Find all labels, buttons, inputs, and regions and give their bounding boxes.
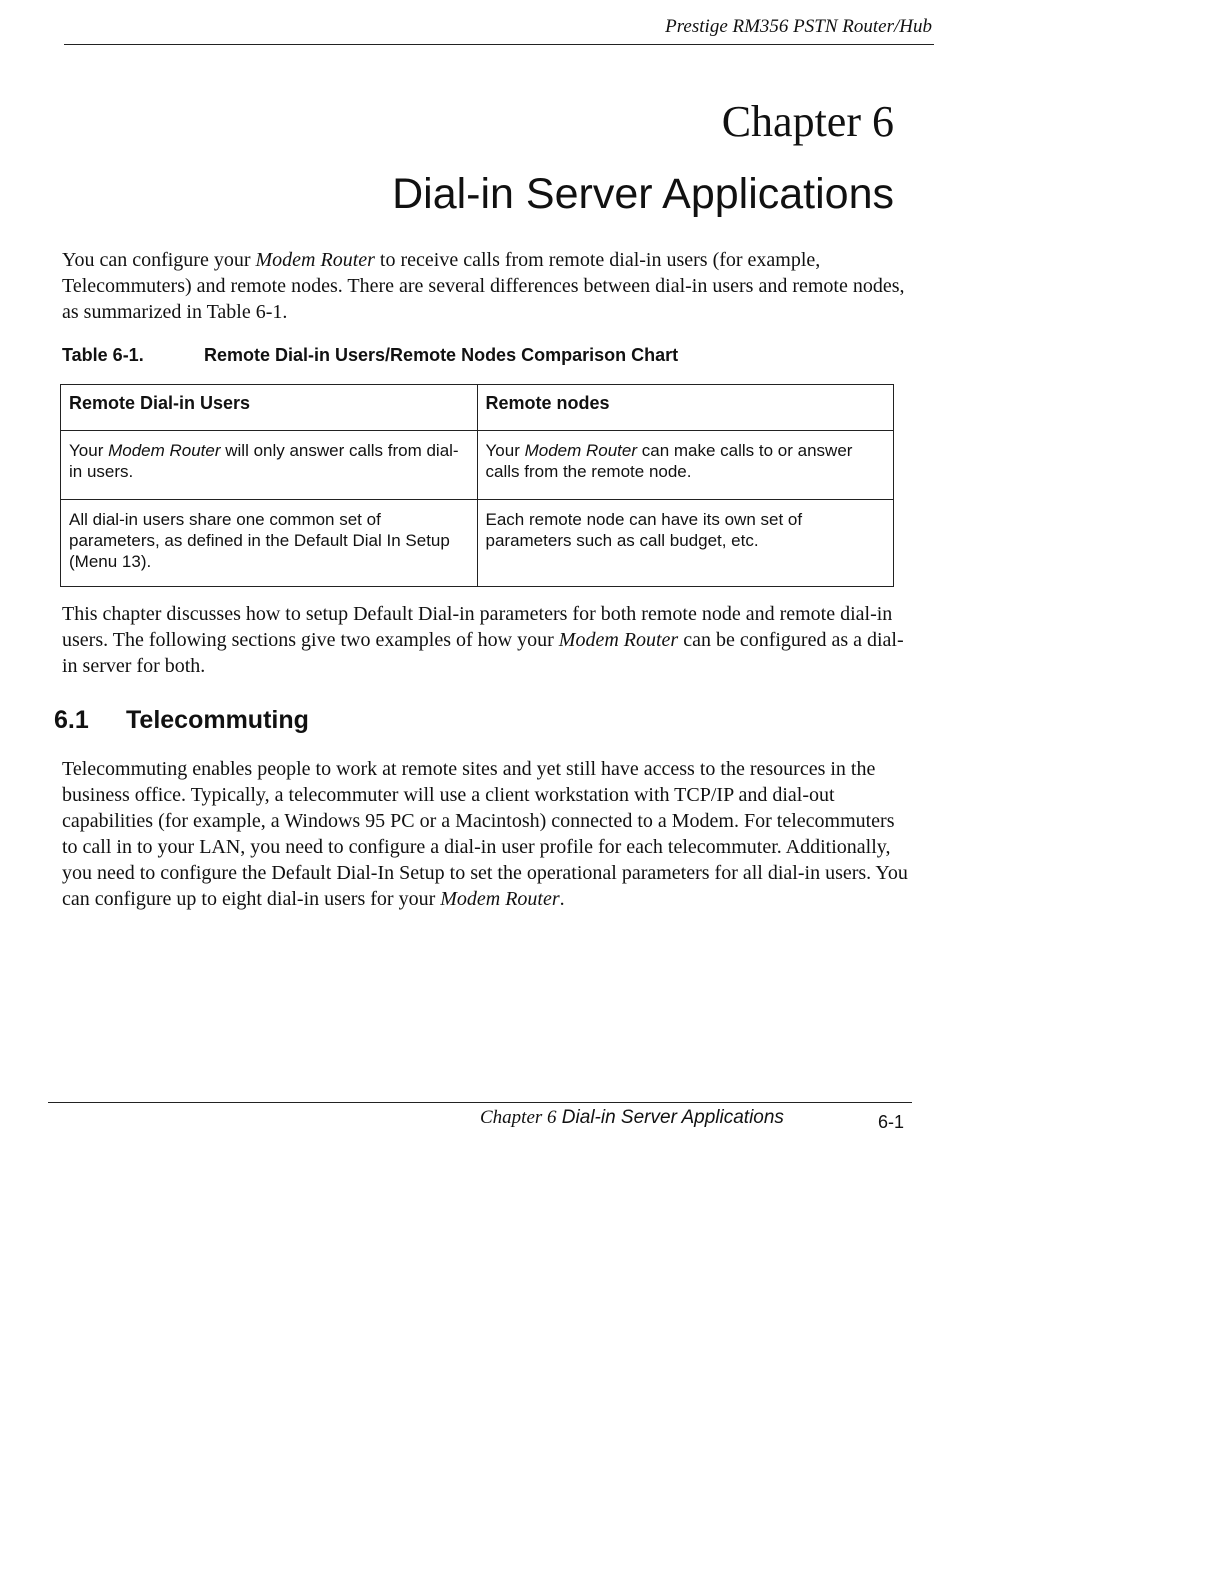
section-heading: [54, 706, 309, 735]
header-rule: [64, 44, 934, 45]
chapter-overview-paragraph: This chapter discusses how to setup Default Dial-in parameters for both remote node and remote dial-in users. The following sections give two examples of how your Modem Router can be configured as a dial-in server for both.: [62, 603, 904, 677]
section-number: 6.1: [54, 706, 89, 734]
running-header: Prestige RM356 PSTN Router/Hub: [665, 16, 932, 37]
table-cell: Your Modem Router can make calls to or answer calls from the remote node.: [477, 431, 894, 500]
table-header-cell: Remote Dial-in Users: [61, 385, 478, 431]
table-row: [61, 431, 894, 500]
chapter-title: Dial-in Server Applications: [392, 170, 894, 218]
table-header-cell: Remote nodes: [477, 385, 894, 431]
product-name: Modem Router: [440, 888, 560, 910]
comparison-table: [60, 384, 894, 587]
footer-rule: [48, 1102, 912, 1103]
table-caption-number: Table 6-1.: [62, 345, 144, 365]
product-name: Modem Router: [255, 249, 375, 271]
telecommuting-paragraph: Telecommuting enables people to work at remote sites and yet still have access to the resources in the business office. Typically, a telecommuter will use a client workstation with TCP/IP and dial-out capabilities (for example, a Windows 95 PC or a Macintosh) connected to a Modem. For telecommuters to call in to your LAN, you need to configure a dial-in user profile for each telecommuter. Additionally, you need to configure the Default Dial-In Setup to set the operational parameters for all dial-in users. You can configure up to eight dial-in users for your Modem Router.: [62, 758, 908, 910]
table-header-row: [61, 385, 894, 431]
chapter-label: Chapter 6: [721, 97, 894, 146]
table-cell: Your Modem Router will only answer calls from dial-in users.: [61, 431, 478, 500]
table-cell: All dial-in users share one common set of parameters, as defined in the Default Dial In Setup (Menu 13).: [61, 500, 478, 587]
intro-paragraph: You can configure your Modem Router to receive calls from remote dial-in users (for example, Telecommuters) and remote nodes. There are several differences between dial-in users and remote nodes, as summarized in Table 6-1.: [62, 249, 905, 323]
table-caption-title: Remote Dial-in Users/Remote Nodes Comparison Chart: [204, 345, 679, 365]
footer-title: Chapter 6 Dial-in Server Applications: [480, 1107, 784, 1128]
page-number: 6-1: [878, 1112, 905, 1132]
product-name: Modem Router: [558, 629, 679, 651]
table-caption: [62, 345, 678, 366]
table-row: [61, 500, 894, 587]
section-title: Telecommuting: [126, 706, 309, 734]
table-cell: Each remote node can have its own set of parameters such as call budget, etc.: [477, 500, 894, 587]
